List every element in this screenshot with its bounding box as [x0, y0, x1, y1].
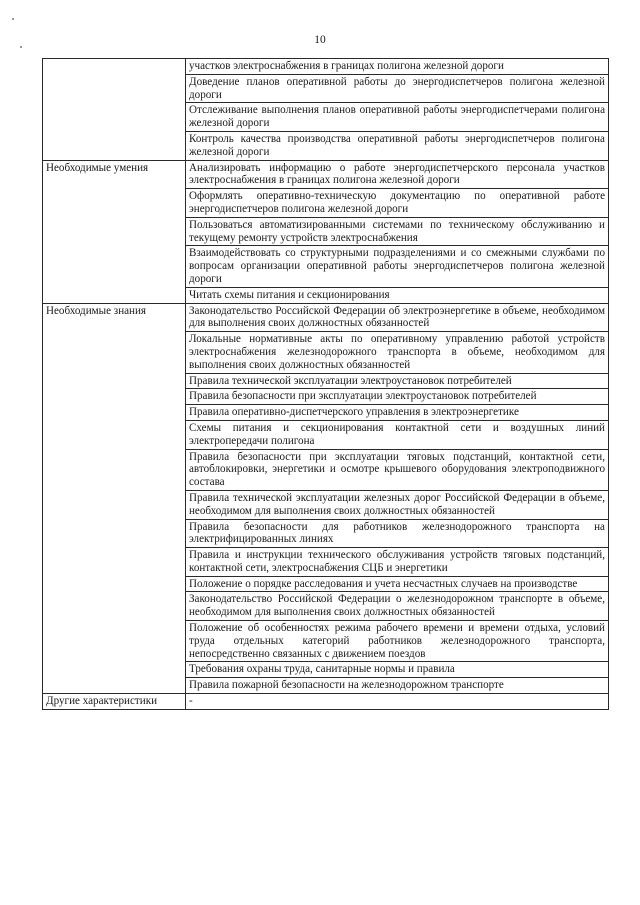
table-cell: Пользоваться автоматизированными системами по техническому обслуживанию и текущему ремонту устройств электроснабжения — [186, 217, 609, 246]
table-cell: Читать схемы питания и секционирования — [186, 287, 609, 303]
table-cell: Требования охраны труда, санитарные нормы и правила — [186, 662, 609, 678]
page-number: 10 — [314, 34, 326, 46]
table-cell: - — [186, 694, 609, 710]
scan-speck — [20, 46, 22, 48]
table-cell: Анализировать информацию о работе энергодиспетчерского персонала участков электроснабжения в границах полигона железной дороги — [186, 160, 609, 189]
table-cell: Оформлять оперативно-техническую документацию по оперативной работе энергодиспетчеров полигона железной дороги — [186, 189, 609, 218]
table-cell: Правила технической эксплуатации электроустановок потребителей — [186, 373, 609, 389]
table-cell: Отслеживание выполнения планов оперативной работы энергодиспетчерами полигона железной дороги — [186, 103, 609, 132]
section-label: Необходимые умения — [43, 160, 186, 303]
table-cell: Схемы питания и секционирования контактной сети и воздушных линий электропередачи полигона — [186, 420, 609, 449]
table-cell: Положение о порядке расследования и учета несчастных случаев на производстве — [186, 576, 609, 592]
table-cell: Правила технической эксплуатации железных дорог Российской Федерации в объеме, необходимом для выполнения своих должностных обязанностей — [186, 490, 609, 519]
table-cell: Положение об особенностях режима рабочего времени и времени отдыха, условий труда отдельных категорий работников железнодорожного транспорта, непосредственно связанных с движением поездов — [186, 621, 609, 662]
section-label: Необходимые знания — [43, 303, 186, 694]
section-label: Другие характеристики — [43, 694, 186, 710]
table-cell: Правила безопасности при эксплуатации электроустановок потребителей — [186, 389, 609, 405]
table-row — [43, 59, 609, 75]
table-cell: Правила пожарной безопасности на железнодорожном транспорте — [186, 678, 609, 694]
table-row — [43, 160, 609, 189]
table-cell: Контроль качества производства оперативной работы энергодиспетчеров полигона железной дороги — [186, 131, 609, 160]
section-label — [43, 59, 186, 161]
table-row — [43, 303, 609, 332]
table-cell: участков электроснабжения в границах полигона железной дороги — [186, 59, 609, 75]
table-cell: Правила безопасности при эксплуатации тяговых подстанций, контактной сети, автоблокировки, энергетики и осмотре крышевого оборудования электроподвижного состава — [186, 449, 609, 490]
table-cell: Правила и инструкции технического обслуживания устройств тяговых подстанций, контактной сети, электроснабжения СЦБ и энергетики — [186, 548, 609, 577]
scan-speck — [12, 18, 14, 20]
table-cell: Правила безопасности для работников железнодорожного транспорта на электрифицированных линиях — [186, 519, 609, 548]
table-cell: Локальные нормативные акты по оперативному управлению работой устройств электроснабжения железнодорожного транспорта в объеме, необходимом для выполнения своих должностных обязанностей — [186, 332, 609, 373]
table-cell: Доведение планов оперативной работы до энергодиспетчеров полигона железной дороги — [186, 74, 609, 103]
table-cell: Взаимодействовать со структурными подразделениями и со смежными службами по вопросам организации оперативной работы энергодиспетчеров полигона железной дороги — [186, 246, 609, 287]
qualification-table — [42, 58, 609, 710]
table-row — [43, 694, 609, 710]
table-cell: Законодательство Российской Федерации о железнодорожном транспорте в объеме, необходимом для выполнения своих должностных обязанностей — [186, 592, 609, 621]
table-cell: Законодательство Российской Федерации об электроэнергетике в объеме, необходимом для выполнения своих должностных обязанностей — [186, 303, 609, 332]
table-cell: Правила оперативно-диспетчерского управления в электроэнергетике — [186, 405, 609, 421]
